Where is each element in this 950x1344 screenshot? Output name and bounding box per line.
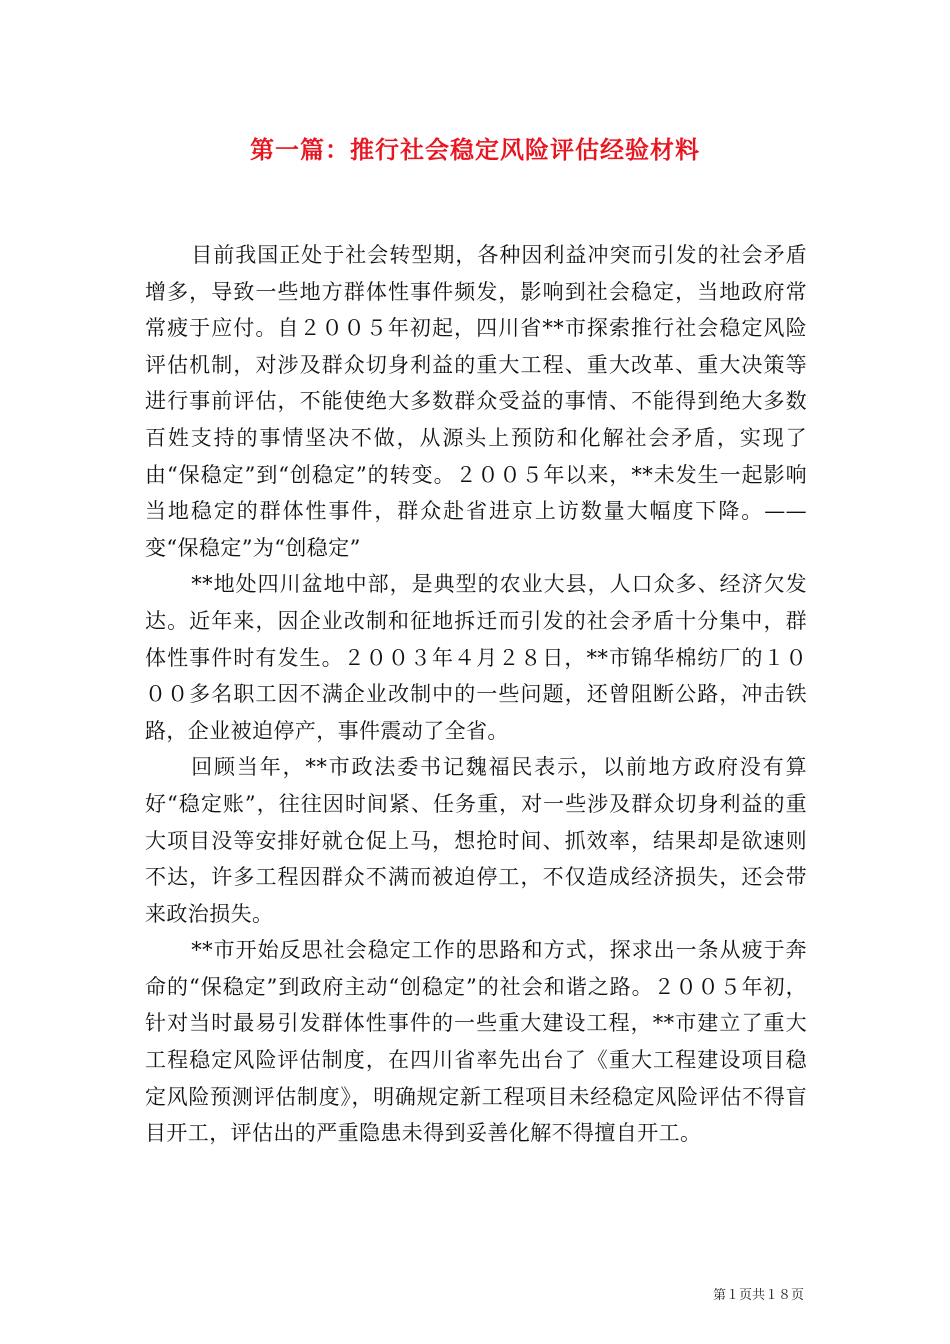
- paragraph-2: **地处四川盆地中部，是典型的农业大县，人口众多、经济欠发达。近年来，因企业改制和征地拆迁而引发的社会矛盾十分集中，群体性事件时有发生。２００３年４月２８日，**市锦华棉纺厂的１０００多名职工因不满企业改制中的一些问题，还曾阻断公路，冲击铁路，企业被迫停产，事件震动了全省。: [145, 572, 807, 743]
- document-title: 第一篇：推行社会稳定风险评估经验材料: [250, 135, 700, 164]
- document-body: [145, 237, 807, 1152]
- paragraph-4: **市开始反思社会稳定工作的思路和方式，探求出一条从疲于奔命的“保稳定”到政府主动“创稳定”的社会和谐之路。２００５年初，针对当时最易引发群体性事件的一些重大建设工程，**市建立了重大工程稳定风险评估制度，在四川省率先出台了《重大工程建设项目稳定风险预测评估制度》，明确规定新工程项目未经稳定风险评估不得盲目开工，评估出的严重隐患未得到妥善化解不得擅自开工。: [145, 938, 807, 1146]
- paragraph-1: 目前我国正处于社会转型期，各种因利益冲突而引发的社会矛盾增多，导致一些地方群体性事件频发，影响到社会稳定，当地政府常常疲于应付。自２００５年初起，四川省**市探索推行社会稳定风险评估机制，对涉及群众切身利益的重大工程、重大改革、重大决策等进行事前评估，不能使绝大多数群众受益的事情、不能得到绝大多数百姓支持的事情坚决不做，从源头上预防和化解社会矛盾，实现了由“保稳定”到“创稳定”的转变。２００５年以来，**未发生一起影响当地稳定的群体性事件，群众赴省进京上访数量大幅度下降。——变“保稳定”为“创稳定”: [145, 243, 807, 560]
- paragraph-3: 回顾当年，**市政法委书记魏福民表示，以前地方政府没有算好“稳定账”，往往因时间紧、任务重，对一些涉及群众切身利益的重大项目没等安排好就仓促上马，想抢时间、抓效率，结果却是欲速则不达，许多工程因群众不满而被迫停工，不仅造成经济损失，还会带来政治损失。: [145, 755, 807, 926]
- page-number-footer: 第１页共１８页: [712, 1288, 804, 1303]
